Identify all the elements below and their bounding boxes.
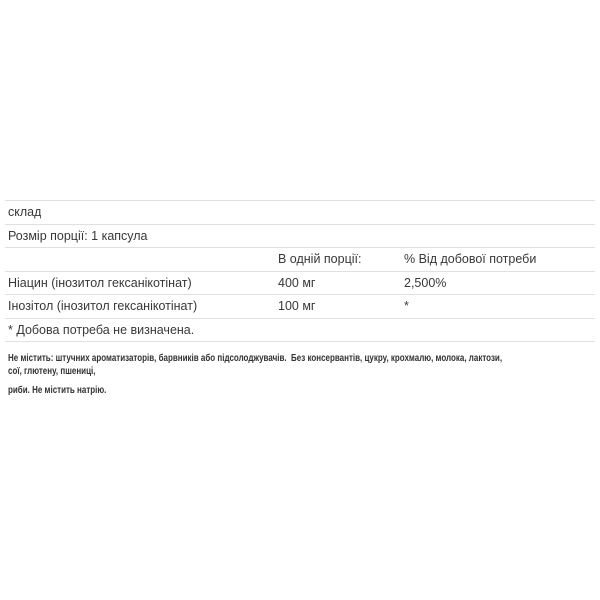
column-header-row (5, 247, 595, 271)
ingredient-row-niacin (5, 271, 595, 295)
ingredient-amount: 100 мг (278, 299, 316, 314)
column-header-amount: В одній порції: (278, 252, 362, 267)
ingredient-daily-value: 2,500% (404, 275, 447, 290)
disclaimer-line: риби. Не містить натрію. (8, 385, 107, 396)
column-header-daily-value: % Від добової потреби (404, 252, 537, 267)
serving-size-row (5, 224, 595, 248)
serving-size-label: Розмір порції: 1 капсула (8, 228, 148, 243)
ingredient-name: Інозітол (інозитол гексанікотінат) (8, 299, 198, 314)
ingredient-amount: 400 мг (278, 275, 316, 290)
ingredient-daily-value: * (404, 299, 409, 314)
ingredient-name: Ніацин (інозитол гексанікотінат) (8, 275, 192, 290)
disclaimer-line: Не містить: штучних ароматизаторів, барвників або підсолоджувачів. Без консервантів, цукру, крохмалю, молока, лактози, (8, 353, 503, 364)
allergen-disclaimer (8, 352, 600, 397)
footnote: * Добова потреба не визначена. (8, 322, 195, 337)
disclaimer-line: сої, глютену, пшениці, (8, 366, 96, 377)
footnote-row (5, 318, 595, 342)
section-title-row (5, 200, 595, 224)
supplement-facts-table (5, 200, 595, 342)
section-title: склад (8, 205, 42, 220)
ingredient-row-inositol (5, 294, 595, 318)
